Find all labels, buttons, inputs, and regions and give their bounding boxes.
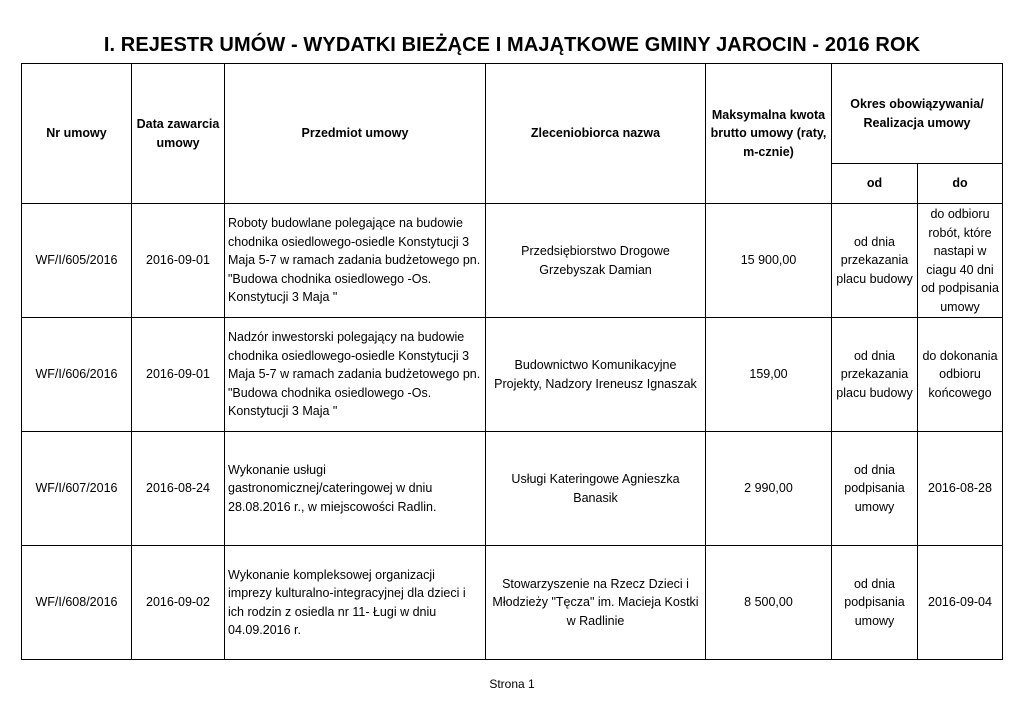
table-row xyxy=(22,546,1003,660)
cell-zleceniobiorca: Budownictwo Komunikacyjne Projekty, Nadzory Ireneusz Ignaszak xyxy=(486,318,706,432)
cell-do: 2016-08-28 xyxy=(918,432,1003,546)
cell-zleceniobiorca: Przedsiębiorstwo Drogowe Grzebyszak Damian xyxy=(486,204,706,318)
cell-od: od dnia podpisania umowy xyxy=(832,546,918,660)
cell-od: od dnia przekazania placu budowy xyxy=(832,204,918,318)
cell-przedmiot: Wykonanie kompleksowej organizacji imprezy kulturalno-integracyjnej dla dzieci i ich rodzin z osiedla nr 11- Ługi w dniu 04.09.2016 r. xyxy=(225,546,486,660)
header-kwota: Maksymalna kwota brutto umowy (raty, m-cznie) xyxy=(706,64,832,204)
cell-zleceniobiorca: Usługi Kateringowe Agnieszka Banasik xyxy=(486,432,706,546)
cell-kwota: 15 900,00 xyxy=(706,204,832,318)
cell-kwota: 8 500,00 xyxy=(706,546,832,660)
table-row xyxy=(22,204,1003,318)
cell-zleceniobiorca: Stowarzyszenie na Rzecz Dzieci i Młodzieży "Tęcza" im. Macieja Kostki w Radlinie xyxy=(486,546,706,660)
table-row xyxy=(22,318,1003,432)
header-okres: Okres obowiązywania/ Realizacja umowy xyxy=(832,64,1003,164)
cell-nr: WF/I/608/2016 xyxy=(22,546,132,660)
cell-nr: WF/I/607/2016 xyxy=(22,432,132,546)
cell-przedmiot: Wykonanie usługi gastronomicznej/cateringowej w dniu 28.08.2016 r., w miejscowości Radlin. xyxy=(225,432,486,546)
cell-data: 2016-09-01 xyxy=(132,318,225,432)
page-title: I. REJESTR UMÓW - WYDATKI BIEŻĄCE I MAJĄTKOWE GMINY JAROCIN - 2016 ROK xyxy=(103,34,921,56)
cell-data: 2016-09-02 xyxy=(132,546,225,660)
header-od: od xyxy=(832,164,918,204)
cell-do: 2016-09-04 xyxy=(918,546,1003,660)
contracts-table xyxy=(21,63,1003,660)
page-number: Strona 1 xyxy=(489,677,535,691)
header-przedmiot: Przedmiot umowy xyxy=(225,64,486,204)
header-do: do xyxy=(918,164,1003,204)
header-data: Data zawarcia umowy xyxy=(132,64,225,204)
cell-nr: WF/I/606/2016 xyxy=(22,318,132,432)
cell-od: od dnia przekazania placu budowy xyxy=(832,318,918,432)
header-zleceniobiorca: Zleceniobiorca nazwa xyxy=(486,64,706,204)
cell-data: 2016-08-24 xyxy=(132,432,225,546)
cell-data: 2016-09-01 xyxy=(132,204,225,318)
cell-przedmiot: Nadzór inwestorski polegający na budowie chodnika osiedlowego-osiedle Konstytucji 3 Maja 5-7 w ramach zadania budżetowego pn. "Budowa chodnika osiedlowego -Os. Konstytucji 3 Maja " xyxy=(225,318,486,432)
cell-do: do dokonania odbioru końcowego xyxy=(918,318,1003,432)
cell-przedmiot: Roboty budowlane polegające na budowie chodnika osiedlowego-osiedle Konstytucji 3 Maja 5-7 w ramach zadania budżetowego pn. "Budowa chodnika osiedlowego -Os. Konstytucji 3 Maja " xyxy=(225,204,486,318)
cell-kwota: 2 990,00 xyxy=(706,432,832,546)
cell-nr: WF/I/605/2016 xyxy=(22,204,132,318)
cell-od: od dnia podpisania umowy xyxy=(832,432,918,546)
table-row xyxy=(22,432,1003,546)
cell-do: do odbioru robót, które nastapi w ciagu 40 dni od podpisania umowy xyxy=(918,204,1003,318)
cell-kwota: 159,00 xyxy=(706,318,832,432)
header-nr: Nr umowy xyxy=(22,64,132,204)
